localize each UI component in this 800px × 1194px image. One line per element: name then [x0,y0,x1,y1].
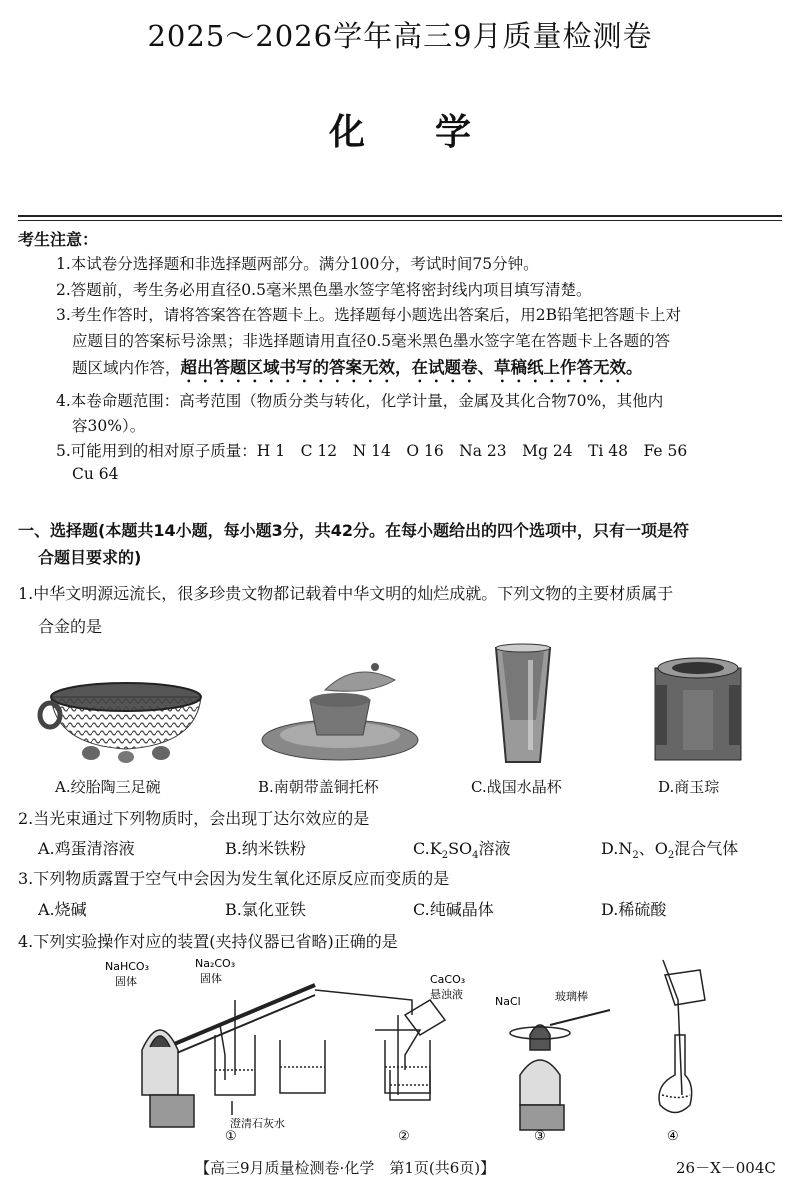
notice-line: 5.可能用到的相对原子质量：H 1 C 12 N 14 O 16 Na 23 Mg 24 Ti 48 Fe 56 [56,442,688,460]
divider [18,220,782,221]
subscript: 4 [472,850,479,862]
notice-line: 2.答题前，考生务必用直径0.5毫米黑色墨水签字笔将密封线内项目填写清楚。 [56,281,592,299]
notice-line: 1.本试卷分选择题和非选择题两部分。满分100分，考试时间75分钟。 [56,255,539,273]
q1-option-a: A.绞胎陶三足碗 [55,778,161,796]
pottery-bowl-image [36,665,206,765]
subscript: 2 [441,850,449,862]
q3-option-d: D.稀硫酸 [601,900,667,919]
text: SO [448,839,473,858]
question-4-stem: 4.下列实验操作对应的装置(夹持仪器已省略)正确的是 [18,932,398,951]
label-solid: 固体 [115,975,137,988]
q1-option-b: B.南朝带盖铜托杯 [258,778,379,796]
q3-option-b: B.氯化亚铁 [225,900,306,919]
apparatus-diagram [100,955,720,1145]
label-caco3: CaCO₃ [430,973,466,986]
text: C.K [413,839,442,858]
label-nacl: NaCl [495,995,521,1008]
text: 、O [638,839,668,858]
notice-line: 3.考生作答时，请将答案答在答题卡上。选择题每小题选出答案后，用2B铅笔把答题卡上对 [56,306,682,324]
exam-title: 2025～2026学年高三9月质量检测卷 [147,19,653,53]
notice-line: Cu 64 [72,465,119,483]
label-glass-rod: 玻璃棒 [555,990,588,1003]
question-1-stem-cont: 合金的是 [38,617,103,636]
section-heading-cont: 合题目要求的) [38,548,142,567]
apparatus-number: ④ [667,1129,679,1144]
q1-option-d: D.商玉琮 [658,778,720,796]
footer-code: 26－X－004C [676,1159,776,1177]
notice-line [72,354,643,386]
notice-plain-text: 题区域内作答， [72,359,181,377]
question-3-stem: 3.下列物质露置于空气中会因为发生氧化还原反应而变质的是 [18,869,450,888]
apparatus-number: ③ [534,1129,546,1144]
label-solid: 固体 [200,972,222,985]
divider [18,215,782,217]
label-suspension: 悬浊液 [430,988,463,1001]
notice-line: 容30%）。 [72,417,146,435]
crystal-cup-image [488,640,558,770]
q3-option-a: A.烧碱 [38,900,87,919]
q2-option-b: B.纳米铁粉 [225,839,306,858]
bronze-cup-image [255,655,420,770]
label-nahco3: NaHCO₃ [105,960,149,973]
footer-page-info: 【高三9月质量检测卷·化学 第1页(共6页)】 [195,1159,496,1177]
text: D.N [601,839,633,858]
q2-option-c [413,836,511,861]
section-heading: 一、选择题(本题共14小题，每小题3分，共42分。在每小题给出的四个选项中，只有一项是符 [18,521,689,540]
subscript: 2 [632,850,639,862]
text: 溶液 [478,839,511,858]
subscript: 2 [667,850,675,862]
notice-emphasis: 超出答题区域书写的答案无效，在试题卷、草稿纸上作答无效。 [180,358,643,377]
notice-heading: 考生注意： [18,230,99,249]
q2-option-d [601,836,738,861]
question-1-stem: 1.中华文明源远流长，很多珍贵文物都记载着中华文明的灿烂成就。下列文物的主要材质属于 [18,584,674,603]
question-2-stem: 2.当光束通过下列物质时，会出现丁达尔效应的是 [18,809,370,828]
notice-line: 应题目的答案标号涂黑；非选择题请用直径0.5毫米黑色墨水签字笔在答题卡上各题的答 [72,332,671,350]
subject-title: 化学 [328,111,541,153]
q3-option-c: C.纯碱晶体 [413,900,494,919]
apparatus-number: ① [225,1129,237,1144]
notice-line: 4.本卷命题范围：高考范围（物质分类与转化，化学计量，金属及其化合物70%，其他内 [56,392,664,410]
q1-option-c: C.战国水晶杯 [471,778,562,796]
text: 混合气体 [674,839,739,858]
label-limewater: 澄清石灰水 [230,1117,285,1130]
jade-cong-image [643,650,753,770]
label-na2co3: Na₂CO₃ [195,957,236,970]
apparatus-number: ② [398,1129,410,1144]
q2-option-a: A.鸡蛋清溶液 [38,839,135,858]
